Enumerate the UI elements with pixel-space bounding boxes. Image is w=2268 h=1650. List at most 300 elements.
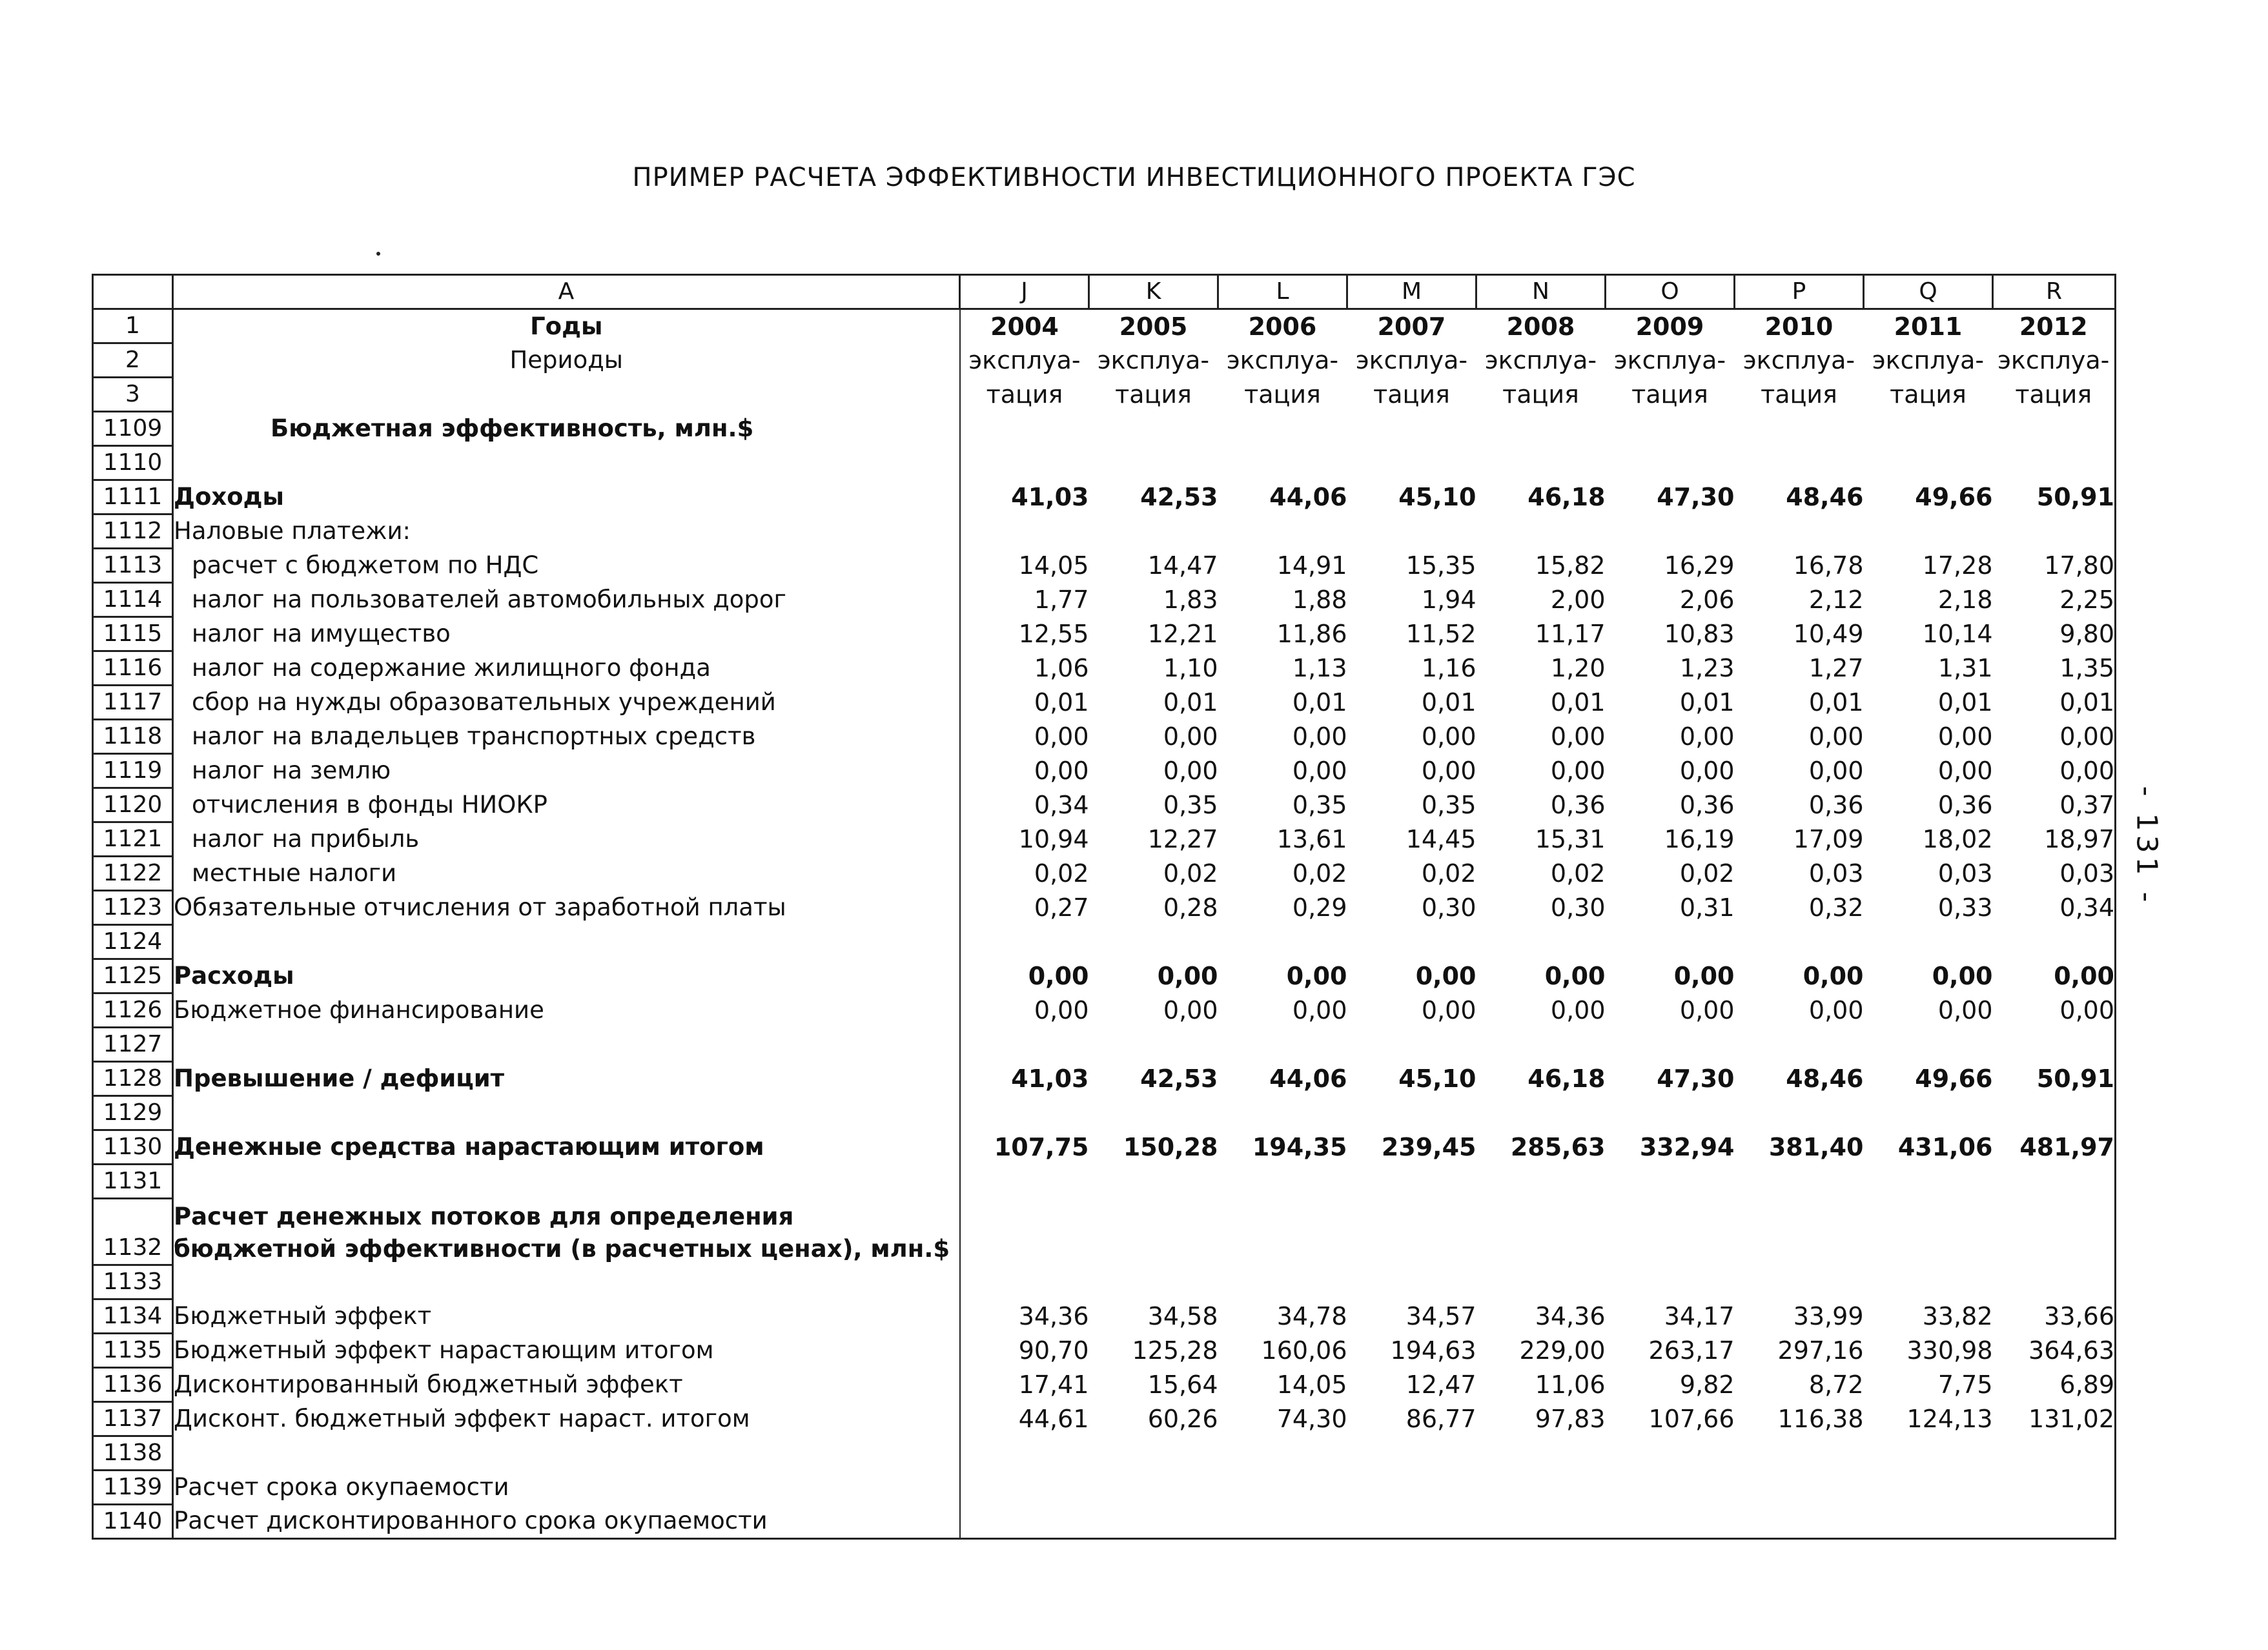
value-cell[interactable]: 124,13 [1906,1405,1993,1433]
value-cell[interactable]: тация [1993,378,2116,412]
value-cell[interactable] [1735,1505,1864,1539]
value-cell[interactable] [1993,1165,2116,1199]
value-cell[interactable]: 16,19 [1664,825,1735,853]
column-header[interactable]: R [1993,275,2116,309]
value-cell[interactable]: 263,17 [1648,1336,1735,1365]
value-cell[interactable]: 9,82 [1679,1370,1735,1399]
row-number[interactable]: 1138 [93,1436,173,1471]
value-cell[interactable]: тация [1890,380,1967,409]
value-cell[interactable]: 0,01 [1421,688,1476,717]
value-cell[interactable] [1993,1436,2116,1471]
row-number[interactable]: 1128 [93,1062,173,1096]
value-cell[interactable] [1993,1265,2116,1299]
value-cell[interactable] [1476,412,1606,446]
value-cell[interactable]: 381,40 [1768,1133,1864,1161]
value-cell[interactable]: 15,82 [1535,551,1606,580]
value-cell[interactable]: 10,94 [1018,825,1089,853]
value-cell[interactable]: 0,00 [1937,757,1993,785]
value-cell[interactable]: 2004 [990,312,1059,341]
value-cell[interactable] [960,1028,1089,1062]
row-number[interactable]: 1113 [93,549,173,583]
row-number[interactable]: 1132 [93,1199,173,1265]
value-cell[interactable] [1476,1265,1606,1299]
value-cell[interactable]: 332,94 [1639,1133,1735,1161]
row-number[interactable]: 1120 [93,788,173,822]
value-cell[interactable]: 42,53 [1140,483,1218,511]
value-cell[interactable] [1218,1436,1347,1471]
value-cell[interactable] [1735,446,1864,480]
value-cell[interactable]: 46,18 [1527,483,1606,511]
value-cell[interactable] [1864,412,1993,446]
value-cell[interactable] [1347,1436,1476,1471]
value-cell[interactable]: 2010 [1764,312,1834,341]
value-cell[interactable]: 1,94 [1421,586,1476,614]
row-label[interactable]: налог на владельцев транспортных средств [173,720,960,754]
row-label[interactable]: Бюджетный эффект [173,1299,960,1334]
value-cell[interactable]: 9,80 [1993,617,2116,651]
value-cell[interactable]: 0,00 [1808,996,1864,1024]
value-cell[interactable]: тация [1244,380,1321,409]
row-number[interactable]: 3 [93,378,173,412]
row-number[interactable]: 2 [93,343,173,378]
value-cell[interactable] [1993,446,2116,480]
value-cell[interactable] [1864,514,1993,549]
value-cell[interactable]: 33,99 [1793,1302,1864,1330]
value-cell[interactable] [1606,1471,1735,1505]
value-cell[interactable]: 0,00 [1937,996,1993,1024]
row-number[interactable]: 1127 [93,1028,173,1062]
value-cell[interactable]: 41,03 [1011,483,1089,511]
row-number[interactable]: 1130 [93,1130,173,1165]
value-cell[interactable] [1089,1165,1218,1199]
row-label[interactable]: Денежные средства нарастающим итогом [173,1130,960,1165]
value-cell[interactable]: 0,00 [1993,959,2116,993]
value-cell[interactable]: 0,36 [1808,791,1864,819]
value-cell[interactable]: 0,02 [1679,859,1735,888]
value-cell[interactable]: 150,28 [1123,1133,1218,1161]
value-cell[interactable]: 0,01 [1034,688,1089,717]
value-cell[interactable]: 12,47 [1405,1370,1476,1399]
value-cell[interactable]: 90,70 [1018,1336,1089,1365]
value-cell[interactable]: 1,77 [1034,586,1089,614]
value-cell[interactable]: 125,28 [1132,1336,1218,1365]
value-cell[interactable]: 34,36 [1535,1302,1606,1330]
row-number[interactable]: 1121 [93,822,173,857]
value-cell[interactable]: 0,00 [1421,722,1476,751]
row-number[interactable]: 1140 [93,1505,173,1539]
row-number[interactable]: 1125 [93,959,173,993]
value-cell[interactable]: 0,03 [1937,859,1993,888]
value-cell[interactable] [1606,514,1735,549]
value-cell[interactable]: 107,66 [1648,1405,1735,1433]
value-cell[interactable]: 15,31 [1535,825,1606,853]
value-cell[interactable] [1735,1265,1864,1299]
value-cell[interactable]: 2,06 [1679,586,1735,614]
value-cell[interactable]: 0,03 [1808,859,1864,888]
value-cell[interactable]: 10,83 [1664,620,1735,648]
row-number[interactable]: 1124 [93,925,173,959]
value-cell[interactable] [1993,1471,2116,1505]
row-label[interactable] [173,378,960,412]
value-cell[interactable] [1993,1028,2116,1062]
value-cell[interactable]: тация [1115,380,1192,409]
value-cell[interactable]: 0,27 [1034,893,1089,922]
value-cell[interactable]: 0,01 [1993,686,2116,720]
value-cell[interactable]: 131,02 [1993,1402,2116,1436]
value-cell[interactable]: 47,30 [1657,1064,1735,1093]
value-cell[interactable]: 16,29 [1664,551,1735,580]
row-label[interactable]: налог на землю [173,754,960,788]
value-cell[interactable]: 1,13 [1292,654,1347,682]
value-cell[interactable]: 0,00 [1803,962,1864,990]
value-cell[interactable]: 33,82 [1922,1302,1993,1330]
value-cell[interactable]: 0,00 [1679,722,1735,751]
value-cell[interactable] [1089,1436,1218,1471]
value-cell[interactable] [1089,1471,1218,1505]
value-cell[interactable]: эксплуа- [968,346,1081,374]
value-cell[interactable]: 0,36 [1937,791,1993,819]
value-cell[interactable] [1606,412,1735,446]
value-cell[interactable]: 2,00 [1550,586,1606,614]
value-cell[interactable]: 2007 [1377,312,1446,341]
row-label[interactable]: Превышение / дефицит [173,1062,960,1096]
value-cell[interactable]: 0,30 [1550,893,1606,922]
value-cell[interactable]: 33,66 [1993,1299,2116,1334]
value-cell[interactable]: 34,36 [1018,1302,1089,1330]
value-cell[interactable] [1864,1199,1993,1265]
value-cell[interactable] [960,1436,1089,1471]
row-number[interactable]: 1135 [93,1334,173,1368]
value-cell[interactable] [1347,514,1476,549]
value-cell[interactable]: 1,23 [1679,654,1735,682]
value-cell[interactable]: 34,78 [1276,1302,1347,1330]
row-label[interactable]: расчет с бюджетом по НДС [173,549,960,583]
value-cell[interactable]: 14,45 [1405,825,1476,853]
value-cell[interactable] [1347,1096,1476,1130]
value-cell[interactable] [1476,446,1606,480]
row-label[interactable]: налог на имущество [173,617,960,651]
value-cell[interactable] [1347,446,1476,480]
row-number[interactable]: 1119 [93,754,173,788]
column-header[interactable]: M [1347,275,1476,309]
value-cell[interactable] [1347,412,1476,446]
value-cell[interactable] [1347,1165,1476,1199]
value-cell[interactable] [1218,412,1347,446]
value-cell[interactable]: 0,34 [1993,891,2116,925]
value-cell[interactable] [1735,1165,1864,1199]
value-cell[interactable]: 17,41 [1018,1370,1089,1399]
value-cell[interactable] [1218,1471,1347,1505]
value-cell[interactable]: 48,46 [1786,483,1864,511]
value-cell[interactable]: 12,21 [1147,620,1218,648]
row-number[interactable]: 1122 [93,857,173,891]
value-cell[interactable] [960,412,1089,446]
row-number[interactable]: 1116 [93,651,173,686]
value-cell[interactable]: 34,58 [1147,1302,1218,1330]
value-cell[interactable]: 49,66 [1915,483,1993,511]
value-cell[interactable]: 12,55 [1018,620,1089,648]
value-cell[interactable]: 10,49 [1793,620,1864,648]
row-label[interactable]: Расчет денежных потоков для определения бюджетной эффективности (в расчетных ценах), млн.$ [173,1199,960,1265]
value-cell[interactable]: 15,64 [1147,1370,1218,1399]
value-cell[interactable] [1864,1096,1993,1130]
value-cell[interactable]: 0,00 [1679,757,1735,785]
value-cell[interactable]: 1,06 [1034,654,1089,682]
value-cell[interactable]: эксплуа- [1742,346,1855,374]
value-cell[interactable] [1993,1505,2116,1539]
value-cell[interactable] [960,514,1089,549]
value-cell[interactable] [1864,446,1993,480]
value-cell[interactable] [1993,1199,2116,1265]
value-cell[interactable] [1347,1199,1476,1265]
value-cell[interactable] [1476,1096,1606,1130]
value-cell[interactable] [960,925,1089,959]
value-cell[interactable] [1606,1096,1735,1130]
value-cell[interactable] [1218,1265,1347,1299]
row-label[interactable] [173,925,960,959]
value-cell[interactable]: 97,83 [1535,1405,1606,1433]
value-cell[interactable] [1089,1265,1218,1299]
row-label[interactable]: Дисконт. бюджетный эффект нараст. итогом [173,1402,960,1436]
value-cell[interactable]: 2012 [1993,309,2116,343]
value-cell[interactable]: 481,97 [1993,1130,2116,1165]
value-cell[interactable]: 11,86 [1276,620,1347,648]
row-number[interactable]: 1118 [93,720,173,754]
value-cell[interactable] [1606,1028,1735,1062]
value-cell[interactable]: 47,30 [1657,483,1735,511]
value-cell[interactable]: 0,30 [1421,893,1476,922]
value-cell[interactable]: 0,32 [1808,893,1864,922]
value-cell[interactable] [1993,514,2116,549]
value-cell[interactable]: 34,57 [1405,1302,1476,1330]
value-cell[interactable]: 11,06 [1535,1370,1606,1399]
value-cell[interactable] [960,446,1089,480]
value-cell[interactable] [1347,1265,1476,1299]
value-cell[interactable]: 0,35 [1163,791,1218,819]
row-number[interactable]: 1123 [93,891,173,925]
row-label[interactable] [173,1165,960,1199]
value-cell[interactable]: 2,12 [1808,586,1864,614]
value-cell[interactable]: 0,36 [1550,791,1606,819]
value-cell[interactable]: 194,35 [1252,1133,1347,1161]
value-cell[interactable] [1735,1436,1864,1471]
value-cell[interactable]: 431,06 [1897,1133,1993,1161]
value-cell[interactable]: 2005 [1119,312,1188,341]
value-cell[interactable]: 14,47 [1147,551,1218,580]
row-number[interactable]: 1 [93,309,173,343]
value-cell[interactable]: 239,45 [1381,1133,1476,1161]
value-cell[interactable]: 0,02 [1034,859,1089,888]
value-cell[interactable]: 0,33 [1937,893,1993,922]
row-label[interactable]: Расходы [173,959,960,993]
value-cell[interactable]: 0,02 [1550,859,1606,888]
value-cell[interactable] [1089,514,1218,549]
value-cell[interactable]: 0,00 [1034,722,1089,751]
value-cell[interactable]: 0,03 [1993,857,2116,891]
value-cell[interactable]: 0,00 [1993,754,2116,788]
value-cell[interactable]: 17,80 [1993,549,2116,583]
value-cell[interactable] [1218,1165,1347,1199]
value-cell[interactable] [1089,1199,1218,1265]
value-cell[interactable]: 1,31 [1937,654,1993,682]
row-label[interactable]: Бюджетная эффективность, млн.$ [173,412,960,446]
row-number[interactable]: 1111 [93,480,173,514]
value-cell[interactable] [1993,925,2116,959]
value-cell[interactable]: 0,00 [1292,757,1347,785]
value-cell[interactable]: 0,00 [1937,722,1993,751]
value-cell[interactable] [1476,1436,1606,1471]
value-cell[interactable] [1864,925,1993,959]
value-cell[interactable]: 297,16 [1777,1336,1864,1365]
row-label[interactable]: Дисконтированный бюджетный эффект [173,1368,960,1402]
value-cell[interactable]: 0,00 [1544,962,1606,990]
value-cell[interactable] [1606,1165,1735,1199]
row-label[interactable]: Бюджетный эффект нарастающим итогом [173,1334,960,1368]
value-cell[interactable]: 0,37 [1993,788,2116,822]
value-cell[interactable] [1476,1505,1606,1539]
value-cell[interactable] [960,1096,1089,1130]
value-cell[interactable]: 41,03 [1011,1064,1089,1093]
row-label[interactable]: Наловые платежи: [173,514,960,549]
value-cell[interactable]: 17,28 [1922,551,1993,580]
column-header[interactable]: O [1606,275,1735,309]
value-cell[interactable]: 0,00 [1808,722,1864,751]
value-cell[interactable]: 45,10 [1398,1064,1476,1093]
row-label[interactable]: Расчет дисконтированного срока окупаемости [173,1505,960,1539]
value-cell[interactable] [1476,514,1606,549]
value-cell[interactable]: 18,02 [1922,825,1993,853]
value-cell[interactable] [1735,1028,1864,1062]
value-cell[interactable]: 7,75 [1937,1370,1993,1399]
value-cell[interactable]: 0,00 [1679,996,1735,1024]
value-cell[interactable] [1218,1199,1347,1265]
value-cell[interactable]: 0,00 [1550,996,1606,1024]
column-header[interactable]: P [1735,275,1864,309]
value-cell[interactable]: 0,00 [1163,996,1218,1024]
value-cell[interactable] [1089,1028,1218,1062]
row-number[interactable]: 1110 [93,446,173,480]
value-cell[interactable]: 15,35 [1405,551,1476,580]
value-cell[interactable] [960,1265,1089,1299]
column-header[interactable]: K [1089,275,1218,309]
value-cell[interactable] [1864,1165,1993,1199]
value-cell[interactable]: эксплуа- [1226,346,1339,374]
value-cell[interactable]: 13,61 [1276,825,1347,853]
value-cell[interactable]: 44,06 [1269,483,1347,511]
value-cell[interactable] [1347,925,1476,959]
value-cell[interactable]: 14,05 [1018,551,1089,580]
row-number[interactable]: 1136 [93,1368,173,1402]
value-cell[interactable]: 0,00 [1034,996,1089,1024]
value-cell[interactable] [1864,1028,1993,1062]
value-cell[interactable]: 0,29 [1292,893,1347,922]
value-cell[interactable]: 0,00 [1292,722,1347,751]
value-cell[interactable]: 0,00 [1157,962,1218,990]
value-cell[interactable]: 0,00 [1292,996,1347,1024]
value-cell[interactable]: 49,66 [1915,1064,1993,1093]
value-cell[interactable]: 48,46 [1786,1064,1864,1093]
value-cell[interactable]: 14,05 [1276,1370,1347,1399]
value-cell[interactable] [1735,925,1864,959]
value-cell[interactable]: 44,61 [1018,1405,1089,1433]
value-cell[interactable]: 0,02 [1292,859,1347,888]
value-cell[interactable] [1735,1199,1864,1265]
value-cell[interactable]: 34,17 [1664,1302,1735,1330]
value-cell[interactable]: 14,91 [1276,551,1347,580]
column-header[interactable]: L [1218,275,1347,309]
value-cell[interactable]: 0,00 [1421,757,1476,785]
value-cell[interactable]: 0,00 [1163,757,1218,785]
row-label[interactable]: налог на прибыль [173,822,960,857]
value-cell[interactable]: 0,00 [1993,720,2116,754]
value-cell[interactable] [1476,1471,1606,1505]
value-cell[interactable]: эксплуа- [1993,343,2116,378]
value-cell[interactable] [1606,1505,1735,1539]
value-cell[interactable]: 0,00 [1932,962,1993,990]
value-cell[interactable] [1089,446,1218,480]
value-cell[interactable]: 8,72 [1808,1370,1864,1399]
value-cell[interactable]: 44,06 [1269,1064,1347,1093]
row-number[interactable]: 1115 [93,617,173,651]
value-cell[interactable]: 86,77 [1405,1405,1476,1433]
value-cell[interactable]: 0,00 [1028,962,1089,990]
column-header[interactable]: J [960,275,1089,309]
value-cell[interactable] [1606,925,1735,959]
value-cell[interactable]: 0,31 [1679,893,1735,922]
value-cell[interactable]: 0,01 [1937,688,1993,717]
row-number[interactable]: 1112 [93,514,173,549]
value-cell[interactable]: 0,02 [1421,859,1476,888]
value-cell[interactable] [1735,1471,1864,1505]
value-cell[interactable] [1735,412,1864,446]
value-cell[interactable] [1606,1265,1735,1299]
value-cell[interactable]: 0,01 [1163,688,1218,717]
value-cell[interactable]: 11,17 [1535,620,1606,648]
value-cell[interactable]: тация [1373,380,1450,409]
column-header[interactable]: Q [1864,275,1993,309]
value-cell[interactable] [1218,1028,1347,1062]
value-cell[interactable]: 50,91 [1993,480,2116,514]
value-cell[interactable] [1089,925,1218,959]
value-cell[interactable]: 0,00 [1993,993,2116,1028]
value-cell[interactable] [1476,1165,1606,1199]
value-cell[interactable] [1993,1096,2116,1130]
value-cell[interactable]: 60,26 [1147,1405,1218,1433]
value-cell[interactable]: 0,00 [1673,962,1735,990]
value-cell[interactable]: тация [1761,380,1837,409]
value-cell[interactable]: эксплуа- [1355,346,1468,374]
value-cell[interactable] [1089,1505,1218,1539]
value-cell[interactable]: 2009 [1635,312,1704,341]
value-cell[interactable]: 1,20 [1550,654,1606,682]
row-number[interactable]: 1134 [93,1299,173,1334]
value-cell[interactable]: 0,00 [1550,722,1606,751]
value-cell[interactable]: 2,25 [1993,583,2116,617]
value-cell[interactable] [960,1505,1089,1539]
row-number[interactable]: 1131 [93,1165,173,1199]
value-cell[interactable]: тация [986,380,1063,409]
value-cell[interactable] [1864,1265,1993,1299]
value-cell[interactable]: 0,28 [1163,893,1218,922]
value-cell[interactable]: эксплуа- [1872,346,1985,374]
value-cell[interactable]: 0,36 [1679,791,1735,819]
value-cell[interactable]: 11,52 [1405,620,1476,648]
value-cell[interactable]: 0,00 [1286,962,1347,990]
value-cell[interactable]: 17,09 [1793,825,1864,853]
value-cell[interactable] [1347,1471,1476,1505]
value-cell[interactable]: 0,01 [1550,688,1606,717]
value-cell[interactable]: эксплуа- [1613,346,1726,374]
